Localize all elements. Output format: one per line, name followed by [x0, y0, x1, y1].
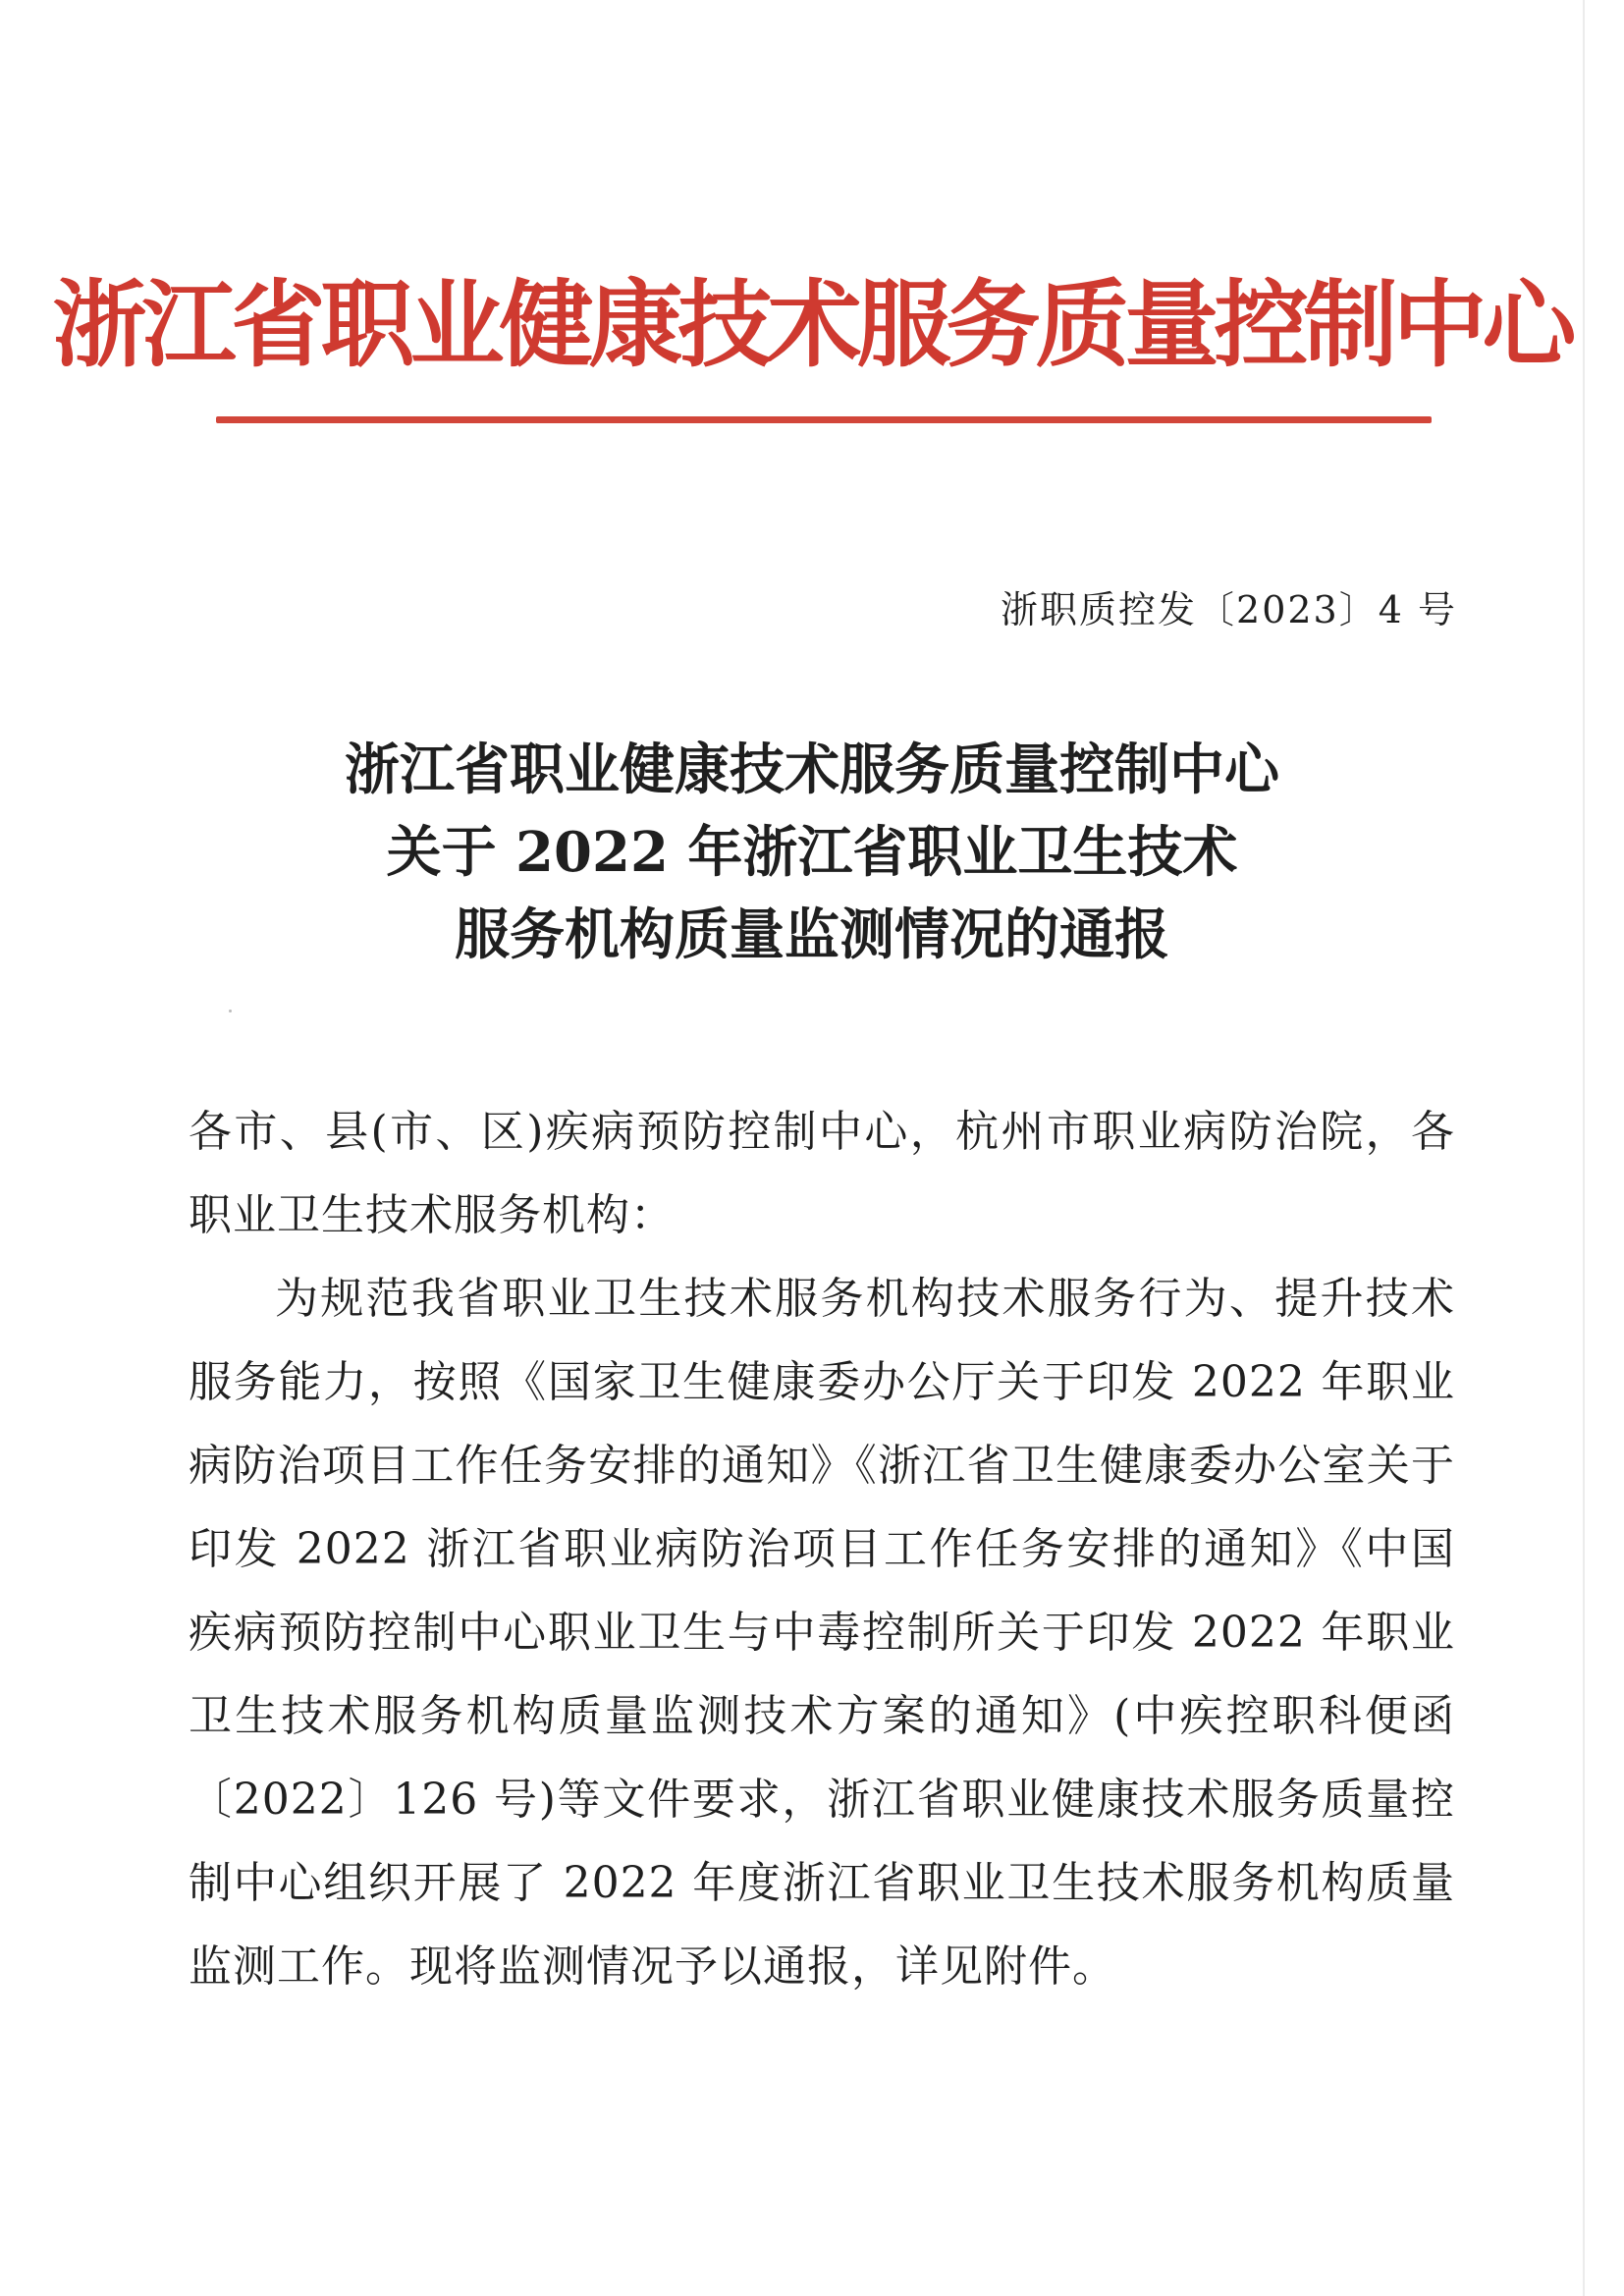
- scan-speck: [229, 1010, 232, 1012]
- letterhead: 浙江省职业健康技术服务质量控制中心: [52, 270, 1572, 380]
- document-number: 浙职质控发〔2023〕4 号: [1001, 588, 1457, 631]
- title-line-3: 服务机构质量监测情况的通报: [455, 902, 1169, 967]
- body-paragraph: 为规范我省职业卫生技术服务机构技术服务行为、提升技术服务能力，按照《国家卫生健康委办公厅关于印发 2022 年职业病防治项目工作任务安排的通知》《浙江省卫生健康委办公室关于印发 2022 浙江省职业病防治项目工作任务安排的通知》《中国疾病预防控制中心职业卫生与中毒控制所关于印发 2022 年职业卫生技术服务机构质量监测技术方案的通知》(中疾控职科便函〔2022〕126 号)等文件要求，浙江省职业健康技术服务质量控制中心组织开展了 2022 年度浙江省职业卫生技术服务机构质量监测工作。现将监测情况予以通报，详见附件。: [189, 1274, 1455, 1992]
- addressee: 各市、县(市、区)疾病预防控制中心，杭州市职业病防治院，各职业卫生技术服务机构：: [189, 1107, 1455, 1240]
- title-line-1: 浙江省职业健康技术服务质量控制中心: [345, 738, 1279, 802]
- title-line-2: 关于 2022 年浙江省职业卫生技术: [386, 820, 1238, 885]
- document-title: [0, 729, 1624, 976]
- red-rule-divider: [216, 416, 1432, 423]
